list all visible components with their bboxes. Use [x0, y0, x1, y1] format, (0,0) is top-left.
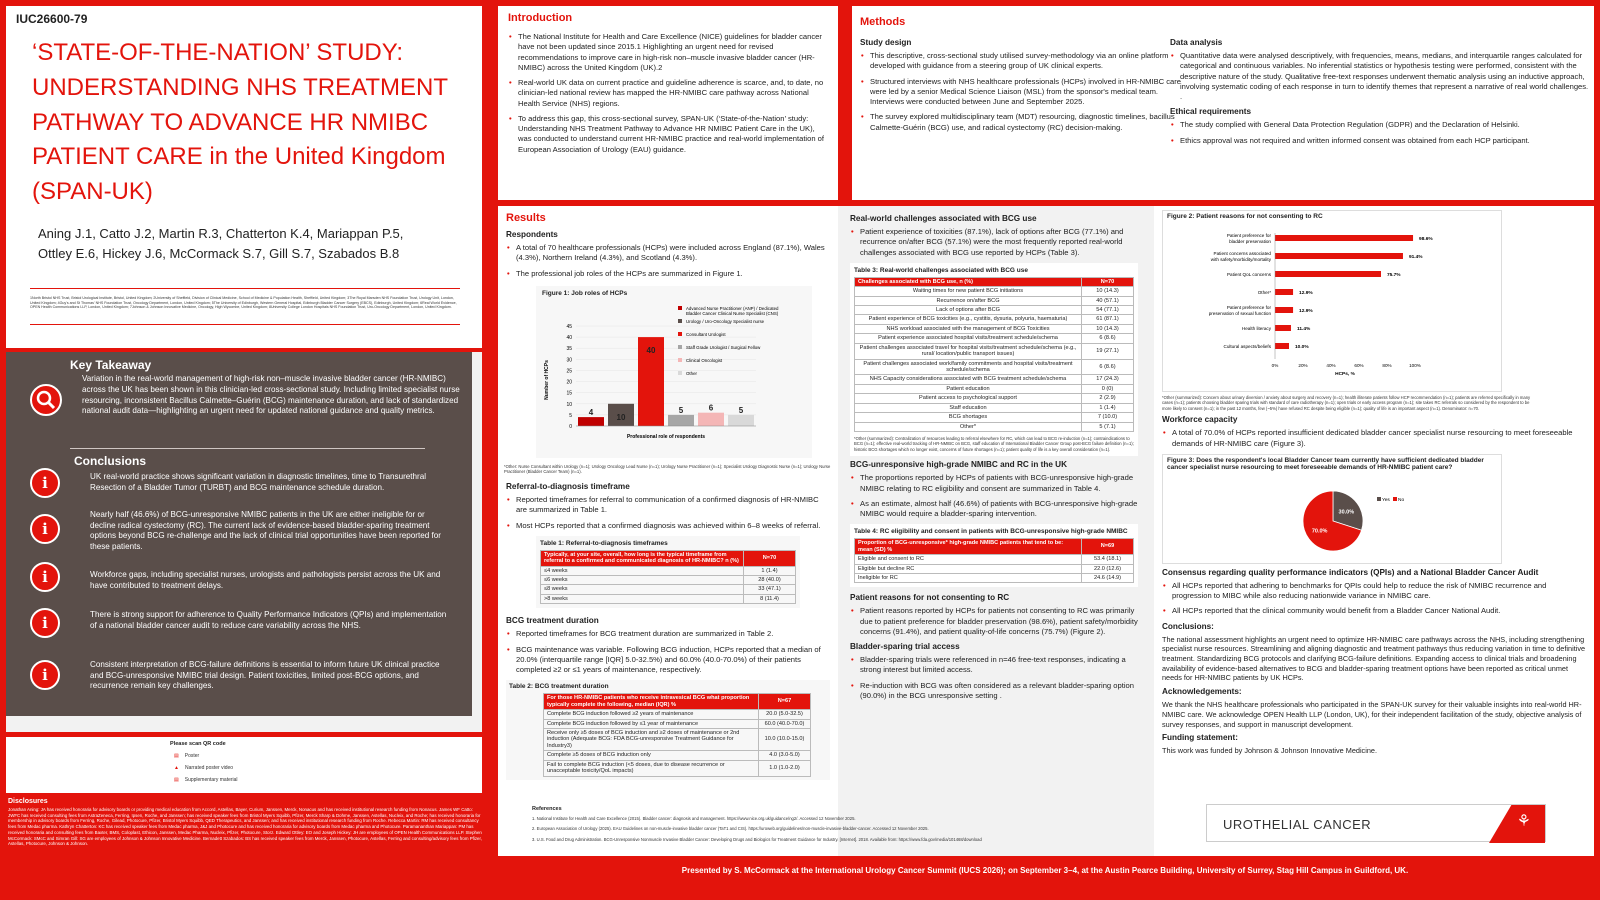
table-cell: Patient experience associated hospital visits/treatment schedule/schema	[855, 334, 1082, 343]
category-label: Patient concerns associated	[1213, 251, 1271, 256]
table-header: N=70	[744, 550, 796, 566]
conclusion-text: UK real-world practice shows significant variation in diagnostic timelines, time to Transurethral Resection of a Bladder Tumor (TURBT) and BCG maintenance schedule duration.	[90, 472, 427, 492]
table-row	[855, 287, 1134, 296]
ethics-bullet: • Ethics approval was not required and written informed consent was obtained from each HCP participant.	[1170, 136, 1590, 146]
figure-2-chart	[1163, 223, 1503, 391]
poster-id: IUC26600-79	[16, 12, 88, 26]
table-3-title: Table 3: Real-world challenges associated with BCG use	[854, 266, 1028, 274]
intro-bullet: • The National Institute for Health and Care Excellence (NICE) guidelines for bladder cancer have not been updated since 2015.1 Highlighting an urgent need for revised recommendations to improve care in high-risk non–muscle invasive bladder cancer (HR-NMIBC) across the United Kingdom (UK).2	[508, 32, 828, 73]
figure-3-chart	[1163, 477, 1503, 563]
y-tick-label: 45	[566, 324, 572, 330]
conclusions-heading: Conclusions	[74, 454, 147, 468]
table-1	[536, 536, 800, 609]
qr-item-label: Narrated poster video	[184, 765, 234, 771]
category-label: Patient preference for	[1226, 305, 1271, 310]
table-row	[855, 324, 1134, 333]
legend-entry: Bladder Cancer Clinical Nurse Specialist (CNS)	[686, 311, 779, 316]
table-row	[544, 728, 811, 750]
qpi-bullet: • All HCPs reported that adhering to benchmarks for QPIs could help to reduce the risk of NMIBC recurrence and progression to MIBC while also reducing nationwide variance in NMIBC care.	[1162, 581, 1586, 602]
table-row	[541, 594, 796, 603]
legend-swatch	[678, 371, 682, 375]
table-cell: Ineligible for RC	[855, 573, 1082, 582]
legend-entry: Staff Grade Urologist / Surgical Fellow	[686, 345, 761, 350]
figure-1	[504, 286, 831, 475]
figure-2	[1162, 210, 1502, 392]
rc-bullet: • As an estimate, almost half (46.6%) of patients with BCG-unresponsive high-grade NMIBC would require a bladder-sparing intervention.	[850, 499, 1138, 520]
rc-heading: BCG-unresponsive high-grade NMIBC and RC in the UK	[850, 460, 1067, 470]
key-takeaway-text: Variation in the real-world management of high-risk non–muscle invasive bladder cancer (HR-NMIBC) across the UK has been shown in this clinician-led cross-sectional study. Including limited specialist nurse resourcing, inconsistent Bacillus Calmette–Guérin (BCG) maintenance duration, and lack of standardized national audit data—highlighting an urgent need for updated national guidance and quality metrics.	[82, 374, 460, 416]
table-3	[850, 263, 1138, 457]
reference-item: 2. European Association of Urology (2025). EAU Guidelines on non-muscle-invasive bladder cancer (TaT1 and CIS). https://uroweb.org/guidelines/non-muscle-invasive-bladder-cancer. Accessed 12 November 2025.	[532, 826, 929, 832]
bladder-sparing-bullet: • Re-induction with BCG was often considered as a relevant bladder-sparing option (90.0%) in the BCG unresponsive setting .	[850, 681, 1138, 702]
table-header: Proportion of BCG-unresponsive* high-grade NMIBC patients that tend to be: mean (SD) %	[855, 539, 1082, 555]
table-cell: Complete BCG induction followed by ≤1 year of maintenance	[544, 719, 759, 728]
bar	[1275, 235, 1413, 241]
table-header: N=70	[1082, 277, 1134, 286]
disclosures	[8, 798, 482, 847]
table-row	[855, 384, 1134, 393]
legend-entry: Consultant Urologist	[686, 332, 726, 337]
conclusion-text: Workforce gaps, including specialist nurses, urologists and pathologists persist across the UK and have contributed to treatment delays.	[90, 570, 441, 590]
y-tick-label: 25	[566, 368, 572, 375]
table-3-grid	[854, 277, 1134, 432]
table-cell: BCG shortages	[855, 413, 1082, 422]
data-label: 11.4%	[1296, 327, 1311, 332]
y-tick-label: 35	[566, 346, 572, 353]
table-row	[541, 566, 796, 575]
urothelial-logo	[1206, 804, 1546, 842]
workforce-heading: Workforce capacity	[1162, 415, 1238, 425]
table-cell: 6 (8.6)	[1082, 334, 1134, 343]
affiliations: 1North Bristol NHS Trust, Bristol Urological Institute, Bristol, United Kingdom; 2University of Sheffield, Division of Clinical Medicine, School of Medicine & Population Health, Sheffield, United Kingdom; 3The Royal Marsden NHS Foundation Trust, Urology Unit, London, United Kingdom; 4Guy's and St Thomas' NHS Foundation Trust, Oncology Department, London, United Kingdom; 5The University of Edinburgh, Western General Hospital, Edinburgh Bladder Cancer Surgery (EBCS), Edinburgh, United Kingdom; 6Real World Evidence, OPEN Health Communications LLP, London, United Kingdom; 7Johnson & Johnson Innovative Medicine, Oncology, High Wycombe, United Kingdom; 8University College London Hospitals NHS Foundation Trust, Uro-Oncology Department, London, United Kingdom.	[30, 296, 457, 310]
results-heading: Results	[506, 212, 546, 224]
introduction-panel	[498, 6, 838, 200]
data-analysis-heading: Data analysis	[1170, 38, 1223, 47]
references-heading: References	[532, 806, 562, 812]
bcg-duration-bullet: • Reported timeframes for BCG treatment duration are summarized in Table 2.	[506, 629, 830, 639]
bar	[1275, 307, 1293, 313]
takeaway-panel	[6, 352, 482, 732]
authors	[38, 224, 458, 263]
data-label: 70.0%	[1311, 528, 1328, 535]
table-cell: 1.0 (1.0-2.0)	[759, 760, 811, 776]
category-label: Patient QoL concerns	[1226, 272, 1271, 277]
y-tick-label: 0	[569, 424, 572, 430]
table-cell: Patient challenges associated work/family commitments and hospital visits/treatment schedule/schema	[855, 359, 1082, 375]
data-label: 75.7%	[1386, 273, 1401, 278]
table-4	[850, 524, 1138, 587]
table-row	[855, 296, 1134, 305]
y-tick-label: 20	[566, 379, 572, 386]
table-row	[544, 751, 811, 760]
section-divider	[70, 448, 425, 449]
data-label: 40	[646, 346, 656, 356]
qr-item-label: Supplementary material	[184, 777, 238, 783]
x-tick-label: 0%	[1271, 363, 1279, 368]
table-row	[855, 394, 1134, 403]
x-axis-label: HCPs, %	[1335, 372, 1355, 377]
patient-reasons-bullet: • Patient reasons reported by HCPs for patients not consenting to RC was primarily due to patient preference for bladder preservation (98.6%), patient safety/morbidity concerns (91.4%), and patient quality-of-life concerns (75.7%) (Figure 2).	[850, 606, 1138, 637]
table-cell: 61 (87.1)	[1082, 315, 1134, 324]
table-cell: 40 (57.1)	[1082, 296, 1134, 305]
figure-1-title: Figure 1: Job roles of HCPs	[542, 290, 628, 297]
legend-entry: Clinical Oncologist	[686, 358, 723, 363]
qpi-heading: Consensus regarding quality performance indicators (QPIs) and a National Bladder Cancer Audit	[1162, 567, 1539, 577]
bar	[578, 417, 604, 426]
table-row	[855, 573, 1134, 582]
legend-swatch	[678, 358, 682, 362]
table-header: Typically, at your site, overall, how long is the typical timeframe from referral to a confirmed and communicated diagnosis of HR-NMIBC? n (%)	[541, 550, 744, 566]
table-2-title: Table 2: BCG treatment duration	[509, 683, 609, 691]
y-axis-label: Number of HCPs	[544, 360, 550, 400]
table-cell: Waiting times for new patient BCG initiations	[855, 287, 1082, 296]
table-cell: 54 (77.1)	[1082, 306, 1134, 315]
legend-entry: Other	[686, 371, 697, 376]
references	[532, 806, 1172, 842]
table-cell: 10.0 (10.0-15.0)	[759, 728, 811, 750]
design-bullet: • Structured interviews with NHS healthcare professionals (HCPs) involved in HR-NMIBC care were led by a senior Medical Science Liaison (MSL) from the sponsor's medical team. Interviews were conducted between June and September 2025.	[860, 77, 1190, 108]
figure-2-title: Figure 2: Patient reasons for not consenting to RC	[1167, 213, 1323, 220]
table-cell: ≤8 weeks	[541, 585, 744, 594]
table-cell: Lack of options after BCG	[855, 306, 1082, 315]
table-row	[855, 422, 1134, 431]
intro-bullet: • To address this gap, this cross-sectional survey, SPAN-UK (‘State-of-the-Nation’ study: Understanding NHS Treatment Pathway to Advance HR NMIBC Patient Care in the UK), was conducted to understand current HR-NMIBC practice and real-world implementation of European Association of Urology (EAU) guidance.	[508, 114, 828, 155]
table-row	[541, 576, 796, 585]
table-row	[855, 564, 1134, 573]
table-cell: Patient access to psychological support	[855, 394, 1082, 403]
data-label: 10	[616, 412, 626, 422]
y-tick-label: 40	[566, 335, 572, 342]
table-cell: Recurrence on/after BCG	[855, 296, 1082, 305]
logo-text: UROTHELIAL CANCER	[1223, 817, 1372, 832]
table-cell: 10 (14.3)	[1082, 287, 1134, 296]
footer: Presented by S. McCormack at the International Urology Cancer Summit (IUCS 2026); on September 3–4, at the Austin Pearce Building, University of Surrey, Stag Hill Campus in Guildford, UK.	[681, 866, 1409, 875]
patient-reasons-heading: Patient reasons for not consenting to RC	[850, 593, 1010, 603]
data-label: 98.6%	[1419, 237, 1433, 242]
referral-bullet: • Most HCPs reported that a confirmed diagnosis was achieved within 6–8 weeks of referral.	[506, 521, 830, 531]
figure-1-footnote: *Other: Nurse Consultant within Urology (n=1); Urology Oncology Lead Nurse (n=1); Urology Nurse Practitioner (n=1); Specialist Urology Diagnostic Nurse (n=1); Urology Nurse Practitioner (Bladder Cancer Team) (n=1).	[504, 464, 831, 475]
magnifier-icon	[30, 384, 62, 416]
results-column-2	[844, 206, 1144, 710]
table-cell: Eligible and consent to RC	[855, 555, 1082, 564]
table-cell: 53.4 (18.1)	[1082, 555, 1134, 564]
table-cell: 1 (1.4)	[1082, 403, 1134, 412]
x-tick-label: 20%	[1298, 363, 1308, 368]
info-icon: i	[30, 468, 60, 498]
legend-entry: No	[1398, 497, 1405, 503]
x-tick-label: 100%	[1409, 363, 1421, 368]
respondents-bullet: • A total of 70 healthcare professionals (HCPs) were included across England (87.1%), Wales (4.3%), Northern Ireland (4.3%), and Scotland (4.3%).	[506, 243, 830, 264]
category-label: with safety/morbidity/mortality	[1210, 257, 1271, 262]
table-row	[544, 760, 811, 776]
title-divider	[30, 288, 460, 289]
table-cell: 10 (14.3)	[1082, 324, 1134, 333]
table-header: N=69	[1082, 539, 1134, 555]
table-row	[855, 555, 1134, 564]
qr-item-video[interactable]	[174, 765, 233, 771]
referral-heading: Referral-to-diagnosis timeframe	[506, 482, 630, 491]
qr-panel	[6, 737, 482, 793]
table-1-grid	[540, 550, 796, 605]
title-divider-2	[30, 324, 460, 325]
legend-entry: Advanced Nurse Practitioner (ANP) / Dedicated	[686, 306, 779, 311]
table-cell: Eligible but decline RC	[855, 564, 1082, 573]
bar	[1275, 289, 1293, 295]
table-cell: 60.0 (40.0-70.0)	[759, 719, 811, 728]
qr-item-label: Poster	[184, 753, 200, 759]
table-cell: 6 (8.6)	[1082, 359, 1134, 375]
legend-swatch	[678, 345, 682, 349]
table-cell: ≤6 weeks	[541, 576, 744, 585]
conclusion-text: There is strong support for adherence to Quality Performance Indicators (QPIs) and implementation of a national bladder cancer audit to reduce care variability across the NHS.	[90, 610, 447, 630]
table-cell: Staff education	[855, 403, 1082, 412]
bcg-duration-heading: BCG treatment duration	[506, 616, 599, 626]
table-row	[855, 375, 1134, 384]
design-bullet: • This descriptive, cross-sectional study utilised survey-methodology via an online platform developed with guidance from a steering group of UK clinical experts.	[860, 51, 1190, 72]
disclosures-heading: Disclosures	[8, 798, 48, 805]
table-4-title: Table 4: RC eligibility and consent in patients with BCG-unresponsive high-grade NMIBC	[854, 528, 1128, 536]
table-header: For those HR-NMIBC patients who receive intravesical BCG what proportion typically complete the following, median (IQR) %	[544, 694, 759, 710]
table-2	[506, 680, 830, 779]
info-icon: i	[30, 660, 60, 690]
disclosures-text: Jonathan Aning: JA has received honoraria for advisory boards or providing medical education from Accord, Astellas, Bayer, Curium, Janssen, Merck, Nonacus and has received institutional research funding from Nonacus. James WF Catto: JWFC has received consulting fees from AstraZeneca, Ferring, Ipsen, Roche, and Janssen; has received speaker fees from Bristol Myers Squibb, Pfizer, Merck Sharp & Dohme, Janssen, Astellas, Nucleix, and Roche; has received honoraria for membership in advisory boards from Ferring, Roche, Gilead, Photocure, Pfizer, Bristol Myers Squibb, QED Therapeutics, and Janssen; and has received institutional research funding from Roche. Rebecca Martin: RM has received consultancy fees from Medac pharma. Kathryn Chatterton: KC has received speaker fees from Medac pharma, J&J and Photocure and has received honoraria for advisory boards from Medac pharma and Photocure. Paramananthan Mariappan: PM has received honoraria and consulting fees from Baxter, BMS, Coloplast, Ethicon, Janssen, Medac Pharma, Nucleix, Pfizer, Photocure, Storz. Edward Ottley: EO and Joseph Hickey: JH are employees of OPEN Health Communications LLP. Stephen McCormack: SMcC and Simran Gill: SG are employees of Johnson & Johnson Innovative Medicine. Bernadett Szabados: BS has received speaker fees from Merck, Janssen, Photocure, Astellas, Ferring and consulting/advisory fees from Pfizer, Astellas, Photocure, Johnson & Johnson.	[8, 807, 482, 847]
table-cell: 8 (11.4)	[744, 594, 796, 603]
study-design-column	[860, 34, 1190, 138]
bar	[1275, 253, 1403, 259]
bar	[728, 415, 754, 426]
table-row	[855, 359, 1134, 375]
bladder-icon: ⚘	[1516, 813, 1531, 830]
table-cell: 19 (27.1)	[1082, 343, 1134, 359]
design-bullet: • The survey explored multidisciplinary team (MDT) resourcing, diagnostic timelines, bacillus Calmette-Guérin (BCG) use, and radical cystectomy (RC) decision-making.	[860, 112, 1190, 133]
data-label: 91.4%	[1408, 255, 1423, 260]
bladder-sparing-bullet: • Bladder-sparing trials were referenced in n=46 free-text responses, indicating a strong interest but limited access.	[850, 655, 1138, 676]
table-cell: 7 (10.0)	[1082, 413, 1134, 422]
methods-panel	[852, 6, 1594, 200]
table-cell: 2 (2.9)	[1082, 394, 1134, 403]
table-row	[855, 315, 1134, 324]
table-row	[544, 710, 811, 719]
bar	[668, 415, 694, 426]
legend-swatch	[1377, 497, 1381, 501]
legend-entry: Yes	[1382, 497, 1390, 503]
category-label: Health literacy	[1241, 326, 1271, 331]
y-tick-label: 5	[569, 412, 572, 419]
takeaway-box	[6, 352, 472, 716]
x-tick-label: 60%	[1354, 363, 1364, 368]
study-design-heading: Study design	[860, 38, 912, 47]
info-icon: i	[30, 562, 60, 592]
x-axis-label: Professional role of respondents	[626, 434, 706, 440]
y-tick-label: 10	[566, 401, 572, 408]
table-cell: 22.0 (12.6)	[1082, 564, 1134, 573]
workforce-bullet: • A total of 70.0% of HCPs reported insufficient dedicated bladder cancer specialist nurse resourcing to meet foreseeable demands of HR-NMIBC care (Figure 3).	[1162, 428, 1586, 449]
conclusions-sub-heading: Conclusions:	[1162, 621, 1214, 631]
table-4-grid	[854, 538, 1134, 583]
intro-bullet: • Real-world UK data on current practice and guideline adherence is scarce, and, to date, no clinician-led national review has mapped the HR-NMIBC care pathway across National Health Service (NHS) regions.	[508, 78, 828, 109]
title-panel	[6, 6, 482, 348]
data-label: 12.9%	[1299, 291, 1313, 296]
poster-title: ‘STATE-OF-THE-NATION’ STUDY: UNDERSTANDING NHS TREATMENT PATHWAY TO ADVANCE HR NMIBC PATIENT CARE in the United Kingdom (SPAN-UK)	[32, 39, 448, 206]
acknowledgements-heading: Acknowledgements:	[1162, 687, 1242, 697]
figure-3	[1162, 454, 1502, 564]
table-cell: Receive only ≥5 doses of BCG induction and ≥2 doses of maintenance or 2nd induction (Adequate BCG: FDA BCG-unresponsive Treatment Guidance for Industry3)	[544, 728, 759, 750]
figure-3-title: Figure 3: Does the respondent's local Bladder Cancer team currently have sufficient dedicated bladder cancer specialist nurse resourcing to meet foreseeable demands of HR-NMIBC patient care?	[1167, 456, 1484, 471]
analysis-column	[1170, 34, 1590, 151]
table-cell: Patient education	[855, 384, 1082, 393]
table-cell: Complete ≥5 doses of BCG induction only	[544, 751, 759, 760]
x-tick-label: 40%	[1326, 363, 1336, 368]
video-icon: ▲	[174, 765, 179, 771]
authors-line-2: Ottley E.6, Hickey J.6, McCormack S.7, Gill S.7, Szabados B.8	[38, 245, 400, 261]
document-icon: ▤	[174, 753, 179, 759]
results-column-3	[1154, 206, 1594, 856]
table-cell: Other*	[855, 422, 1082, 431]
bar	[698, 413, 724, 426]
ethics-heading: Ethical requirements	[1170, 107, 1251, 117]
table-cell: Fail to complete BCG induction (<5 doses, due to disease recurrence or unacceptable toxicity/QoL impacts)	[544, 760, 759, 776]
table-row	[855, 413, 1134, 422]
table-header: N=67	[759, 694, 811, 710]
data-label: 6	[708, 403, 714, 413]
table-header: Challenges associated with BCG use, n (%)	[855, 277, 1082, 286]
y-tick-label: 15	[566, 390, 572, 397]
qr-item-supp[interactable]	[174, 777, 238, 783]
table-cell: 4.0 (3.0-5.0)	[759, 751, 811, 760]
table-3-footnote: *Other (summarized): Centralization of resources leading to referral elsewhere for RC, which can lead to BCG re-induction (n=1); contraindications to BCG (n=1); effective real-world tracking of HR-NMIBC on BCG, staff education of International Bladder Cancer Group post-BCG failure definition (n=1); historic BCG shortages which no longer exist, concerns of future shortages (n=1); patient quality of life is a key overall consideration (n=1).	[854, 435, 1134, 452]
methods-heading: Methods	[860, 16, 906, 28]
rc-bullet: • The proportions reported by HCPs of patients with BCG-unresponsive high-grade NMIBC relating to RC eligibility and consent are summarized in Table 4.	[850, 473, 1138, 494]
table-row	[855, 306, 1134, 315]
table-cell: 5 (7.1)	[1082, 422, 1134, 431]
table-row	[541, 585, 796, 594]
category-label: Other*	[1257, 290, 1271, 295]
category-label: Cultural aspects/beliefs	[1223, 344, 1271, 349]
authors-line-1: Aning J.1, Catto J.2, Martin R.3, Chatterton K.4, Mariappan P.5,	[38, 226, 404, 241]
table-row	[855, 403, 1134, 412]
legend-swatch	[678, 319, 682, 323]
info-icon: i	[30, 514, 60, 544]
conclusion-text: Nearly half (46.6%) of BCG-unresponsive NMIBC patients in the UK are either ineligible for or decline radical cystectomy (RC). The current lack of evidence-based bladder-sparing treatment options beyond BCG re-challenge and the lack of clinical trial opportunities have been reported for these patients.	[90, 510, 441, 551]
acknowledgements-text: We thank the NHS healthcare professionals who participated in the SPAN-UK survey for their valuable insights into real-world HR-NMIBC care. We acknowledge OPEN Health LLP (London, UK), for their independent facilitation of the study, objective analysis of survey responses, and support in manuscript development.	[1162, 700, 1582, 729]
analysis-bullet: • Quantitative data were analysed descriptively, with frequencies, means, medians, and interquartile ranges calculated for categorical and continuous variables. No inferential statistics or hypothesis testing were performed, consistent with the descriptive nature of the study. Qualitative free-text responses underwent thematic analysis using an inductive approach, involving systematic coding of each response in turn to identify themes that represent a narrative of real world challenges. .	[1170, 51, 1590, 102]
table-cell: >8 weeks	[541, 594, 744, 603]
funding-heading: Funding statement:	[1162, 733, 1238, 743]
info-icon: i	[30, 608, 60, 638]
real-world-bullet: • Patient experience of toxicities (87.1%), lack of options after BCG (77.1%) and recurrence on/after BCG (57.1%) were the most frequently reported real-world challenges associated with BCG use reported by HCPs (Table 3).	[850, 227, 1138, 258]
legend-entry: Urology / Uro-Oncology Specialist nurse	[686, 319, 765, 324]
referral-bullet: • Reported timeframes for referral to communication of a confirmed diagnosis of HR-NMIBC are summarized in Table 1.	[506, 495, 830, 516]
category-label: bladder preservation	[1229, 239, 1271, 244]
qr-heading: Please scan QR code	[170, 741, 226, 747]
reference-item: 3. U.S. Food and Drug Administration. BCG-Unresponsive Nonmuscle Invasive Bladder Cancer: Developing Drugs and Biologics for Treatment Guidance for Industry. [Internet]. 2018. Available from: https://www.fda.gov/media/101468/download	[532, 836, 982, 842]
table-cell: 17 (24.3)	[1082, 375, 1134, 384]
qpi-bullet: • All HCPs reported that the clinical community would benefit from a Bladder Cancer National Audit.	[1162, 606, 1586, 616]
key-takeaway-heading: Key Takeaway	[70, 358, 152, 372]
table-row	[855, 343, 1134, 359]
data-label: 5	[738, 405, 744, 415]
table-cell: Complete BCG induction followed ≥2 years of maintenance	[544, 710, 759, 719]
table-cell: Patient experience of BCG toxicities (e.g., cystitis, dysuria, polyuria, haematuria)	[855, 315, 1082, 324]
table-cell: ≤4 weeks	[541, 566, 744, 575]
table-cell: 1 (1.4)	[744, 566, 796, 575]
data-label: 12.9%	[1299, 309, 1313, 314]
real-world-heading: Real-world challenges associated with BCG use	[850, 214, 1037, 223]
category-label: Patient preference for	[1226, 233, 1271, 238]
figure-2-footnote: *Other (summarized): Concern about urinary diversion / anxiety about surgery and recovery (n=1); health illiterate patients follow HCP recommendation (n=1); patients are referred specifically in many cases (n=1); patients choosing bladder sparing trials with standard of care radiotherapy (n=1); open trials or early access program (n=1); site takes RC referrals so considered by the respondent to be more likely to consent (n=1); in the past 12 months, few (~5%) have refused RC despite being eligible (n=1); quality of life is an important aspect (n=1). Denominator: n=70.	[1162, 395, 1531, 411]
results-panel	[498, 206, 1594, 856]
bcg-duration-bullet: • BCG maintenance was variable. Following BCG induction, HCPs reported that a median of 20.0% (interquartile range [IQR] 5.0-32.5%) and 60.0% (40.0-70.0%) of their patients completed ≥2 or ≤1 years of maintenance, respectively.	[506, 645, 830, 676]
conclusion-text: Consistent interpretation of BCG-failure definitions is essential to inform future UK clinical practice and BCG-unresponsive NMIBC trial design. Patient toxicities, limited post-BCG options, and recurrence remain key challenges.	[90, 660, 440, 691]
legend-swatch	[678, 306, 682, 310]
bar	[1275, 325, 1291, 331]
table-2-grid	[543, 693, 811, 776]
qr-item-poster[interactable]	[174, 753, 199, 759]
conclusions-text: The national assessment highlights an urgent need to optimize HR-NMIBC care pathways across the NHS, including strengthening specialist nurse resources. Streamlining and aligning diagnostic and treatment pathways thus reducing variation in time to definitive treatment. Standardizing BCG protocols and clarifying BCG-failure definitions. Expanding access to clinical trials and broadening availability of evidence-based alternatives to BCG and bladder-sparing treatment options have been reported as critical unmet needs for HR-NMIBC patients by UK HCPs.	[1162, 634, 1586, 683]
table-cell: 33 (47.1)	[744, 585, 796, 594]
table-cell: NHS workload associated with the management of BCG Toxicities	[855, 324, 1082, 333]
category-label: preservation of sexual function	[1208, 311, 1271, 316]
data-label: 4	[588, 408, 594, 418]
table-1-title: Table 1: Referral-to-diagnosis timeframes	[540, 539, 668, 547]
respondents-bullet: • The professional job roles of the HCPs are summarized in Figure 1.	[506, 269, 830, 279]
funding-text: This work was funded by Johnson & Johnson Innovative Medicine.	[1162, 746, 1377, 756]
bar	[1275, 271, 1381, 277]
file-icon: ▤	[174, 777, 179, 783]
bar	[1275, 343, 1289, 349]
table-cell: 0 (0)	[1082, 384, 1134, 393]
table-cell: NHS Capacity considerations associated with BCG treatment schedule/schema	[855, 375, 1082, 384]
results-column-1	[498, 206, 838, 856]
y-tick-label: 30	[566, 357, 572, 364]
introduction-heading: Introduction	[508, 12, 573, 24]
respondents-heading: Respondents	[506, 230, 558, 239]
reference-item: 1. National Institute for Health and Care Excellence (2015). Bladder cancer: diagnosis and management. https://www.nice.org.uk/guidance/ng2/. Accessed 12 November 2025.	[532, 816, 856, 821]
table-cell: Patient challenges associated travel for hospital visits/treatment schedule/schema (e.g., rural/ location/public transport issues)	[855, 343, 1082, 359]
table-row	[544, 719, 811, 728]
table-cell: 28 (40.0)	[744, 576, 796, 585]
x-tick-label: 80%	[1382, 363, 1392, 368]
table-cell: 24.6 (14.9)	[1082, 573, 1134, 582]
bladder-sparing-heading: Bladder-sparing trial access	[850, 642, 960, 652]
table-row	[855, 334, 1134, 343]
figure-1-chart	[536, 298, 812, 458]
table-cell: 20.0 (5.0-32.5)	[759, 710, 811, 719]
data-label: 10.0%	[1295, 345, 1309, 350]
legend-swatch	[678, 332, 682, 336]
data-label: 30.0%	[1338, 509, 1355, 516]
legend-swatch	[1393, 497, 1397, 501]
ethics-bullet: • The study complied with General Data Protection Regulation (GDPR) and the Declaration of Helsinki.	[1170, 120, 1590, 130]
data-label: 5	[678, 405, 684, 415]
